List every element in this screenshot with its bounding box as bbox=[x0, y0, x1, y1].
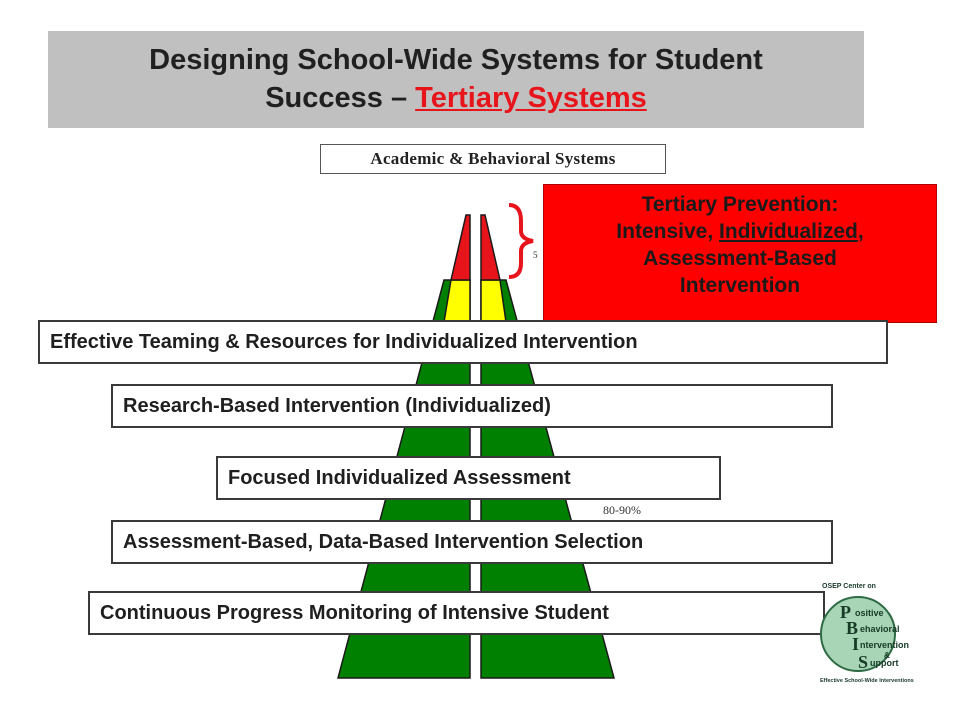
logo-word-positive: ositive bbox=[855, 608, 884, 618]
logo-letter-i: I bbox=[852, 634, 860, 654]
title-highlight: Tertiary Systems bbox=[415, 82, 647, 114]
logo-ampersand: & bbox=[884, 651, 890, 660]
pyramid-right-red bbox=[481, 215, 500, 280]
layer-progress-monitoring: Continuous Progress Monitoring of Intensive Student bbox=[88, 591, 825, 635]
tier-percent-label: 5 bbox=[533, 250, 538, 260]
pyramid-left-red bbox=[451, 215, 470, 280]
tertiary-line2-underlined: Individualized bbox=[719, 220, 858, 243]
tertiary-line2-part2: , bbox=[857, 220, 864, 243]
title-line2-prefix: Success – bbox=[265, 82, 416, 114]
logo-header: OSEP Center on bbox=[822, 583, 876, 590]
logo-letter-b: B bbox=[846, 618, 859, 638]
tertiary-line3: Assessment-Based bbox=[643, 247, 837, 270]
layer-research-based-intervention: Research-Based Intervention (Individualized) bbox=[111, 384, 833, 428]
logo-word-support: upport bbox=[870, 658, 899, 668]
layer-effective-teaming: Effective Teaming & Resources for Individualized Intervention bbox=[38, 320, 888, 364]
title-line1: Designing School-Wide Systems for Student bbox=[149, 44, 763, 76]
logo-word-behavioral: ehavioral bbox=[860, 624, 900, 634]
layer-intervention-selection: Assessment-Based, Data-Based Intervention Selection bbox=[111, 520, 833, 564]
systems-label: Academic & Behavioral Systems bbox=[320, 144, 666, 174]
tertiary-line4: Intervention bbox=[679, 274, 801, 297]
tertiary-line2-part1: Intensive, bbox=[616, 220, 719, 243]
layer-focused-assessment: Focused Individualized Assessment bbox=[216, 456, 721, 500]
tertiary-line2 bbox=[544, 218, 936, 245]
logo-letter-s: S bbox=[858, 652, 869, 672]
pbis-logo-icon bbox=[818, 580, 926, 686]
tertiary-prevention-box bbox=[543, 184, 937, 323]
logo-footer: Effective School-Wide Interventions bbox=[820, 678, 914, 684]
red-brace-icon bbox=[505, 201, 541, 281]
logo-letter-p: P bbox=[840, 602, 851, 622]
percent-label: 80-90% bbox=[603, 503, 641, 517]
logo-word-intervention: ntervention bbox=[860, 640, 910, 650]
tertiary-line1: Tertiary Prevention: bbox=[641, 193, 839, 216]
